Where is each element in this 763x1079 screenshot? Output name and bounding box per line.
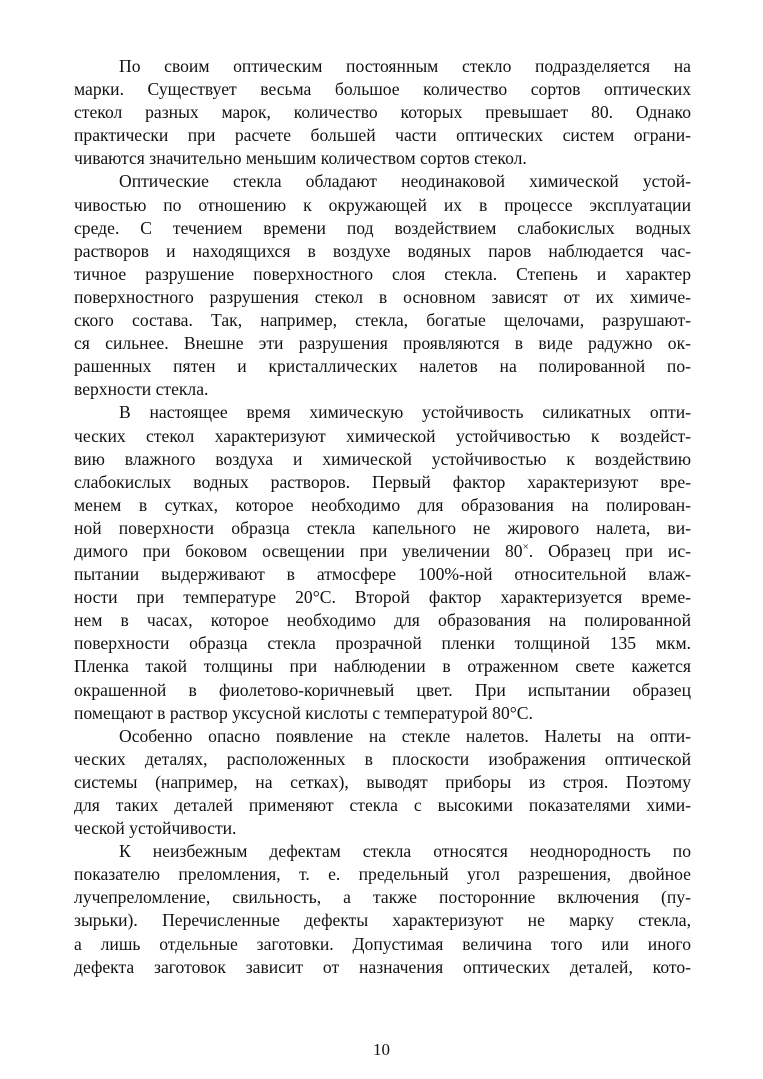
page-body <box>74 55 691 979</box>
text-line: ся сильнее. Внешне эти разрушения проявляются в виде радужно ок- <box>74 333 691 354</box>
text-line: верхности стекла. <box>74 379 209 400</box>
text-line: тичное разрушение поверхностного слоя стекла. Степень и характер <box>74 263 691 284</box>
text-line: рашенных пятен и кристаллических налетов на полированной по- <box>74 356 691 377</box>
text-line: практически при расчете большей части оптических систем ограни- <box>74 125 691 146</box>
text-line: чиваются значительно меньшим количеством сортов стекол. <box>74 148 527 169</box>
text-line: Пленка такой толщины при наблюдении в отраженном свете кажется <box>74 656 691 677</box>
text-line: чивостью по отношению к окружающей их в процессе эксплуатации <box>74 194 691 215</box>
text-line: среде. С течением времени под воздействием слабокислых водных <box>74 217 691 238</box>
text-line: слабокислых водных растворов. Первый фактор характеризуют вре- <box>74 471 691 492</box>
text-line: ческих деталях, расположенных в плоскости изображения оптической <box>74 748 691 769</box>
text-line: растворов и находящихся в воздухе водяных паров наблюдается час- <box>74 240 691 261</box>
text-line: лучепреломление, свильность, а также посторонние включения (пу- <box>74 887 691 908</box>
text-line: По своим оптическим постоянным стекло подразделяется на <box>119 56 691 76</box>
text-segment: . Образец при ис- <box>528 540 691 561</box>
text-line: марки. Существует весьма большое количество сортов оптических <box>74 79 691 100</box>
text-line: Особенно опасно появление на стекле налетов. Налеты на опти- <box>119 725 691 746</box>
paragraph-1 <box>74 55 691 170</box>
text-line: системы (например, на сетках), выводят приборы из строя. Поэтому <box>74 771 691 792</box>
text-line: для таких деталей применяют стекла с высокими показателями хими- <box>74 795 691 815</box>
text-line-with-superscript <box>74 540 691 563</box>
paragraph-4 <box>74 725 691 840</box>
paragraph-2 <box>74 170 691 401</box>
magnification-superscript: × <box>522 540 529 553</box>
paragraph-3 <box>74 401 691 724</box>
text-line: ности при температуре 20°C. Второй фактор характеризуется време- <box>74 587 691 608</box>
text-line: ского состава. Так, например, стекла, богатые щелочами, разрушают- <box>74 310 691 331</box>
text-line: Оптические стекла обладают неодинаковой химической устой- <box>119 171 691 192</box>
paragraph-5 <box>74 840 691 979</box>
text-line: поверхностного разрушения стекол в основном зависят от их химиче- <box>74 286 691 307</box>
text-segment: димого при боковом освещении при увеличении 80 <box>74 540 523 561</box>
text-line: дефекта заготовок зависит от назначения оптических деталей, кото- <box>74 956 691 977</box>
text-line: ческой устойчивости. <box>74 818 237 839</box>
text-line: поверхности образца стекла прозрачной пленки толщиной 135 мкм. <box>74 633 691 654</box>
page-number: 10 <box>373 1040 390 1059</box>
text-line: нем в часах, которое необходимо для образования на полированной <box>74 610 691 631</box>
text-line: показателю преломления, т. е. предельный угол разрешения, двойное <box>74 864 691 885</box>
text-line: ной поверхности образца стекла капельного не жирового налета, ви- <box>74 517 691 538</box>
text-line: стекол разных марок, количество которых превышает 80. Однако <box>74 102 691 123</box>
text-line: помещают в раствор уксусной кислоты с температурой 80°C. <box>74 702 533 723</box>
text-line: вию влажного воздуха и химической устойчивостью к воздействию <box>74 448 691 469</box>
text-line: В настоящее время химическую устойчивость силикатных опти- <box>119 402 691 423</box>
text-line: менем в сутках, которое необходимо для образования на полирован- <box>74 494 691 515</box>
text-line: а лишь отдельные заготовки. Допустимая величина того или иного <box>74 933 691 954</box>
text-line: пытании выдерживают в атмосфере 100%-ной относительной влаж- <box>74 564 691 585</box>
text-line: ческих стекол характеризуют химической устойчивостью к воздейст- <box>74 425 691 446</box>
text-line: К неизбежным дефектам стекла относятся неоднородность по <box>119 841 691 862</box>
text-line: окрашенной в фиолетово-коричневый цвет. При испытании образец <box>74 679 691 700</box>
text-line: зырьки). Перечисленные дефекты характеризуют не марку стекла, <box>74 910 691 931</box>
